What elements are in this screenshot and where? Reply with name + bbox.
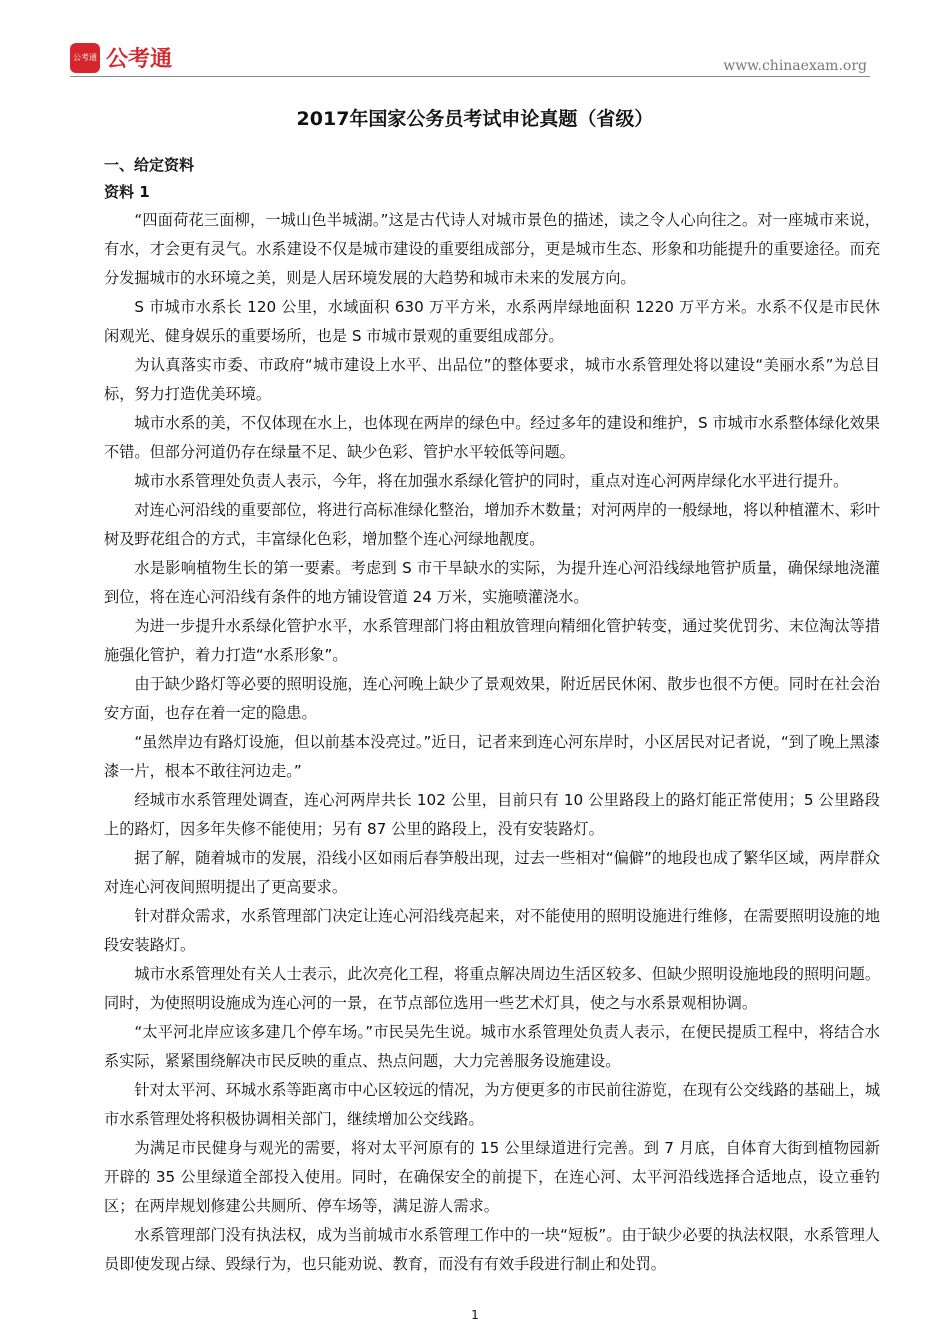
section-heading: 一、给定资料 [104, 156, 195, 174]
site-url: www.chinaexam.org [723, 58, 867, 74]
paragraph-12: 据了解，随着城市的发展，沿线小区如雨后春笋般出现，过去一些相对“偏僻”的地段也成了繁华区域，两岸群众对连心河夜间照明提出了更高要求。 [104, 849, 880, 896]
paragraph-18: 水系管理部门没有执法权，成为当前城市水系管理工作中的一块“短板”。由于缺少必要的执法权限，水系管理人员即使发现占绿、毁绿行为，也只能劝说、教育，而没有有效手段进行制止和处罚。 [104, 1226, 880, 1273]
paragraph-13: 针对群众需求，水系管理部门决定让连心河沿线亮起来，对不能使用的照明设施进行维修，在需要照明设施的地段安装路灯。 [104, 907, 880, 954]
paragraph-10: “虽然岸边有路灯设施，但以前基本没亮过。”近日，记者来到连心河东岸时，小区居民对记者说，“到了晚上黑漆漆一片，根本不敢往河边走。” [104, 733, 880, 780]
paragraph-1: “四面荷花三面柳，一城山色半城湖。”这是古代诗人对城市景色的描述，读之令人心向往之。对一座城市来说，有水，才会更有灵气。水系建设不仅是城市建设的重要组成部分，更是城市生态、形象和功能提升的重要途径。而充分发掘城市的水环境之美，则是人居环境发展的大趋势和城市未来的发展方向。 [104, 211, 880, 287]
paragraph-14: 城市水系管理处有关人士表示，此次亮化工程，将重点解决周边生活区较多、但缺少照明设施地段的照明问题。同时，为使照明设施成为连心河的一景，在节点部位选用一些艺术灯具，使之与水系景观相协调。 [104, 965, 880, 1012]
paragraph-4: 城市水系的美，不仅体现在水上，也体现在两岸的绿色中。经过多年的建设和维护，S 市城市水系整体绿化效果不错。但部分河道仍存在绿量不足、缺少色彩、管护水平较低等问题。 [104, 414, 880, 461]
sub-heading: 资料 1 [104, 183, 150, 201]
page-number: 1 [471, 1308, 479, 1322]
paragraph-7: 水是影响植物生长的第一要素。考虑到 S 市干旱缺水的实际，为提升连心河沿线绿地管护质量，确保绿地浇灌到位，将在连心河沿线有条件的地方铺设管道 24 万米，实施喷灌浇水。 [104, 559, 880, 606]
paragraph-15: “太平河北岸应该多建几个停车场。”市民吴先生说。城市水系管理处负责人表示，在便民提质工程中，将结合水系实际，紧紧围绕解决市民反映的重点、热点问题，大力完善服务设施建设。 [104, 1023, 880, 1070]
logo-text: 公考通 [106, 47, 173, 72]
logo [70, 42, 172, 73]
paragraph-16: 针对太平河、环城水系等距离市中心区较远的情况，为方便更多的市民前往游览，在现有公交线路的基础上，城市水系管理处将积极协调相关部门，继续增加公交线路。 [104, 1081, 880, 1128]
logo-badge-icon: 公考通 [70, 43, 100, 73]
document-body [104, 152, 880, 1279]
paragraph-6: 对连心河沿线的重要部位，将进行高标准绿化整治，增加乔木数量；对河两岸的一般绿地，将以种植灌木、彩叶树及野花组合的方式，丰富绿化色彩，增加整个连心河绿地靓度。 [104, 501, 880, 548]
paragraph-11: 经城市水系管理处调查，连心河两岸共长 102 公里，目前只有 10 公里路段上的路灯能正常使用；5 公里路段上的路灯，因多年失修不能使用；另有 87 公里的路段上，没有安装路灯。 [104, 791, 880, 838]
paragraph-9: 由于缺少路灯等必要的照明设施，连心河晚上缺少了景观效果，附近居民休闲、散步也很不方便。同时在社会治安方面，也存在着一定的隐患。 [104, 675, 880, 722]
paragraph-3: 为认真落实市委、市政府“城市建设上水平、出品位”的整体要求，城市水系管理处将以建设“美丽水系”为总目标，努力打造优美环境。 [104, 356, 880, 403]
header-divider [70, 76, 870, 77]
paragraph-5: 城市水系管理处负责人表示，今年，将在加强水系绿化管护的同时，重点对连心河两岸绿化水平进行提升。 [134, 472, 849, 490]
paragraph-2: S 市城市水系长 120 公里，水域面积 630 万平方米，水系两岸绿地面积 1220 万平方米。水系不仅是市民休闲观光、健身娱乐的重要场所，也是 S 市城市景观的重要组成部分。 [104, 298, 880, 345]
paragraph-17: 为满足市民健身与观光的需要，将对太平河原有的 15 公里绿道进行完善。到 7 月底，自体育大街到植物园新开辟的 35 公里绿道全部投入使用。同时，在确保安全的前提下，在连心河、太平河沿线选择合适地点，设立垂钓区；在两岸规划修建公共厕所、停车场等，满足游人需求。 [104, 1139, 880, 1215]
paragraph-8: 为进一步提升水系绿化管护水平，水系管理部门将由粗放管理向精细化管护转变，通过奖优罚劣、末位淘汰等措施强化管护，着力打造“水系形象”。 [104, 617, 880, 664]
document-title: 2017年国家公务员考试申论真题（省级） [296, 108, 654, 130]
